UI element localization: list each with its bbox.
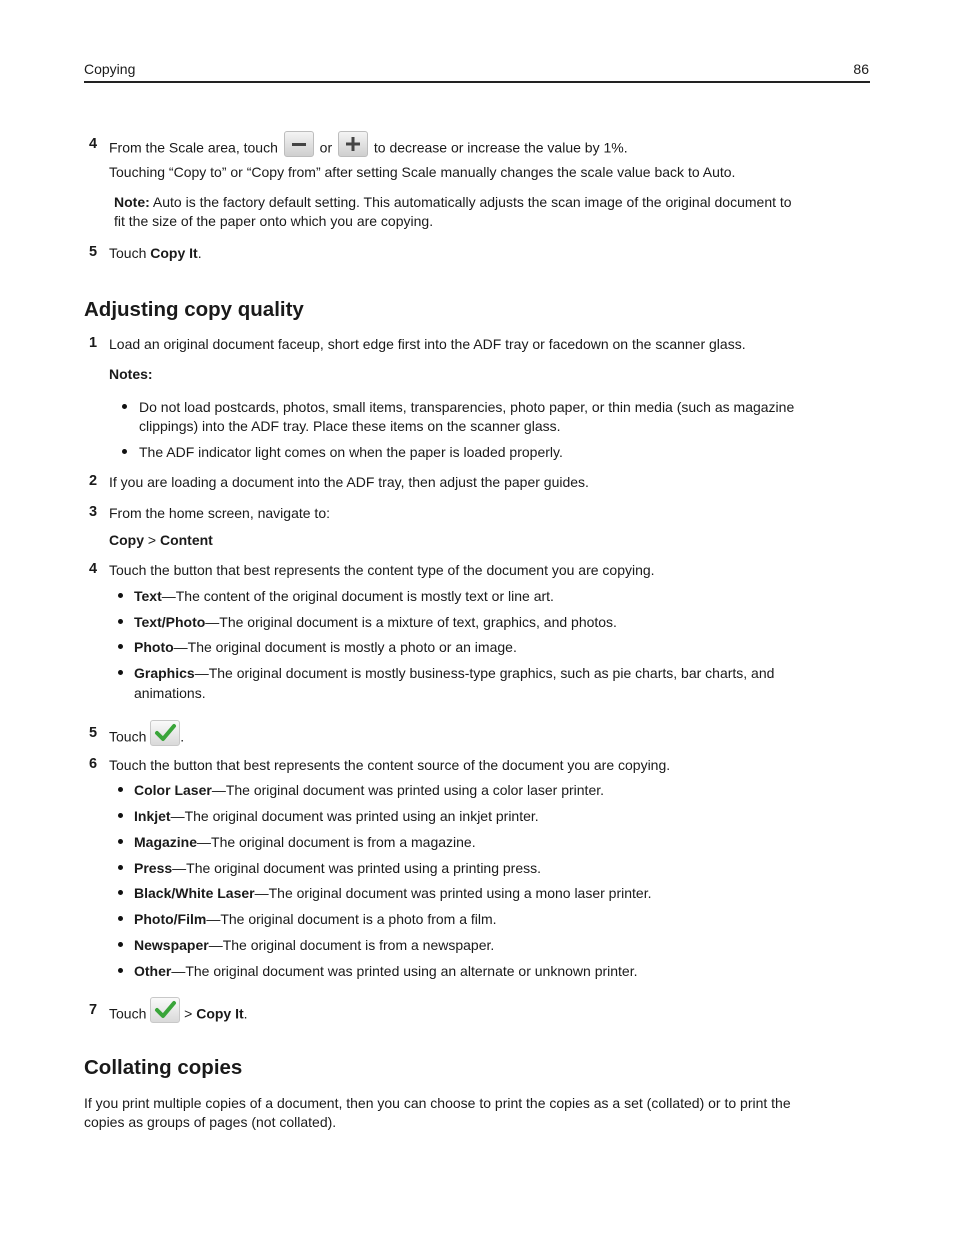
source-term: Magazine [134,834,198,850]
running-header-section: Copying [84,61,136,77]
minus-button-icon [284,131,314,157]
source-desc: —The original document was printed using an inkjet printer. [170,808,539,824]
step-number: 3 [89,504,98,520]
bullet [122,404,127,409]
source-term: Press [134,860,173,876]
quality-step-7-text [109,1002,248,1028]
nav-content: Content [159,532,213,548]
bullet [118,968,123,973]
source-desc: —The original document was printed using a mono laser printer. [254,885,652,901]
content-type-term: Text [134,588,162,604]
collating-line-1: If you print multiple copies of a document, then you can choose to print the copies as a set (collated) or to print the [84,1095,791,1111]
content-type-desc: —The original document is mostly business-type graphics, such as pie charts, bar charts, and [194,665,775,681]
header-rule [84,81,870,83]
source-item [134,807,539,826]
source-desc: —The original document is from a newspaper. [208,937,495,953]
quality-step-6-text: Touch the button that best represents the content source of the document you are copying. [109,757,671,773]
bullet [118,619,123,624]
collating-line-2: copies as groups of pages (not collated). [84,1114,337,1130]
section-heading-copy-quality: Adjusting copy quality [84,298,304,321]
quality-step-4-text: Touch the button that best represents the content type of the document you are copying. [109,562,655,578]
scale-step-text [109,136,628,162]
source-desc: —The original document was printed using an alternate or unknown printer. [171,963,638,979]
source-desc: —The original document is from a magazine. [197,834,476,850]
step-number: 1 [89,335,98,351]
content-type-item [134,613,617,632]
content-type-desc: —The content of the original document is mostly text or line art. [161,588,554,604]
bullet [118,593,123,598]
nav-separator: > [147,532,157,548]
graphics-continuation: animations. [134,685,206,701]
bullet [122,449,127,454]
bullet [118,916,123,921]
nav-separator: > [184,1005,193,1022]
green-checkmark-icon [150,720,180,746]
bullet [118,942,123,947]
note-line-2: fit the size of the paper onto which you are copying. [114,213,434,229]
page-number: 86 [853,61,869,77]
touch-label: Touch [109,728,147,745]
content-type-term: Photo [134,639,174,655]
nav-copy: Copy [109,532,144,548]
bullet [118,865,123,870]
note-line-1: Auto is the factory default setting. This automatically adjusts the scan image of the original document to [152,194,792,210]
note-label: Note: [114,194,150,210]
touch-post: . [180,728,185,745]
source-item [134,859,541,878]
bullet [118,644,123,649]
source-item [134,962,638,981]
bullet [118,787,123,792]
source-term: Other [134,963,172,979]
step-number: 2 [89,473,98,489]
source-desc: —The original document was printed using a color laser printer. [211,782,605,798]
quality-step-2-text: If you are loading a document into the ADF tray, then adjust the paper guides. [109,474,589,490]
source-desc: —The original document was printed using a printing press. [172,860,542,876]
step-number: 5 [89,725,98,741]
nav-path [109,531,213,550]
source-term: Photo/Film [134,911,207,927]
scale-step-pre: From the Scale area, touch [109,139,278,156]
copy-it-step-text [109,244,202,263]
source-item [134,910,497,929]
source-term: Newspaper [134,937,209,953]
step-number: 7 [89,1002,98,1018]
section-heading-collating: Collating copies [84,1056,243,1079]
scale-note [114,193,874,231]
green-checkmark-icon [150,997,180,1023]
source-term: Inkjet [134,808,171,824]
bullet [118,839,123,844]
source-item [134,936,494,955]
content-type-item [134,638,517,657]
quality-step-5-text [109,725,184,751]
note-a-line-2: clippings) into the ADF tray. Place these items on the scanner glass. [139,418,561,434]
content-type-item [134,664,774,683]
plus-button-icon [338,131,368,157]
scale-step-post: to decrease or increase the value by 1%. [373,139,628,156]
source-term: Color Laser [134,782,212,798]
quality-step-1-text: Load an original document faceup, short edge first into the ADF tray or facedown on the scanner glass. [109,336,746,352]
source-term: Black/White Laser [134,885,255,901]
source-item [134,781,604,800]
bullet [118,890,123,895]
content-type-term: Text/Photo [134,614,206,630]
copy-it-pre: Touch [109,245,147,261]
step-number: 4 [89,136,98,152]
quality-step-3-text: From the home screen, navigate to: [109,505,330,521]
content-type-desc: —The original document is a mixture of text, graphics, and photos. [205,614,617,630]
content-type-desc: —The original document is mostly a photo or an image. [173,639,517,655]
source-item [134,833,476,852]
step-number: 6 [89,756,98,772]
bullet [118,813,123,818]
step-number: 4 [89,561,98,577]
step-7-post: . [243,1005,248,1022]
touch-label: Touch [109,1005,147,1022]
scale-step-follow: Touching “Copy to” or “Copy from” after setting Scale manually changes the scale value back to Auto. [109,164,736,180]
copy-it-label: Copy It [150,245,198,261]
content-type-term: Graphics [134,665,195,681]
source-desc: —The original document is a photo from a film. [206,911,497,927]
notes-label: Notes: [109,366,153,382]
source-item [134,884,651,903]
step-number: 5 [89,244,98,260]
copy-it-label: Copy It [196,1005,244,1022]
content-type-item [134,587,554,606]
copy-it-post: . [197,245,202,261]
scale-step-or: or [319,139,333,156]
note-a-line-1: Do not load postcards, photos, small items, transparencies, photo paper, or thin media (such as magazine [139,399,795,415]
note-b: The ADF indicator light comes on when the paper is loaded properly. [139,444,563,460]
bullet [118,670,123,675]
